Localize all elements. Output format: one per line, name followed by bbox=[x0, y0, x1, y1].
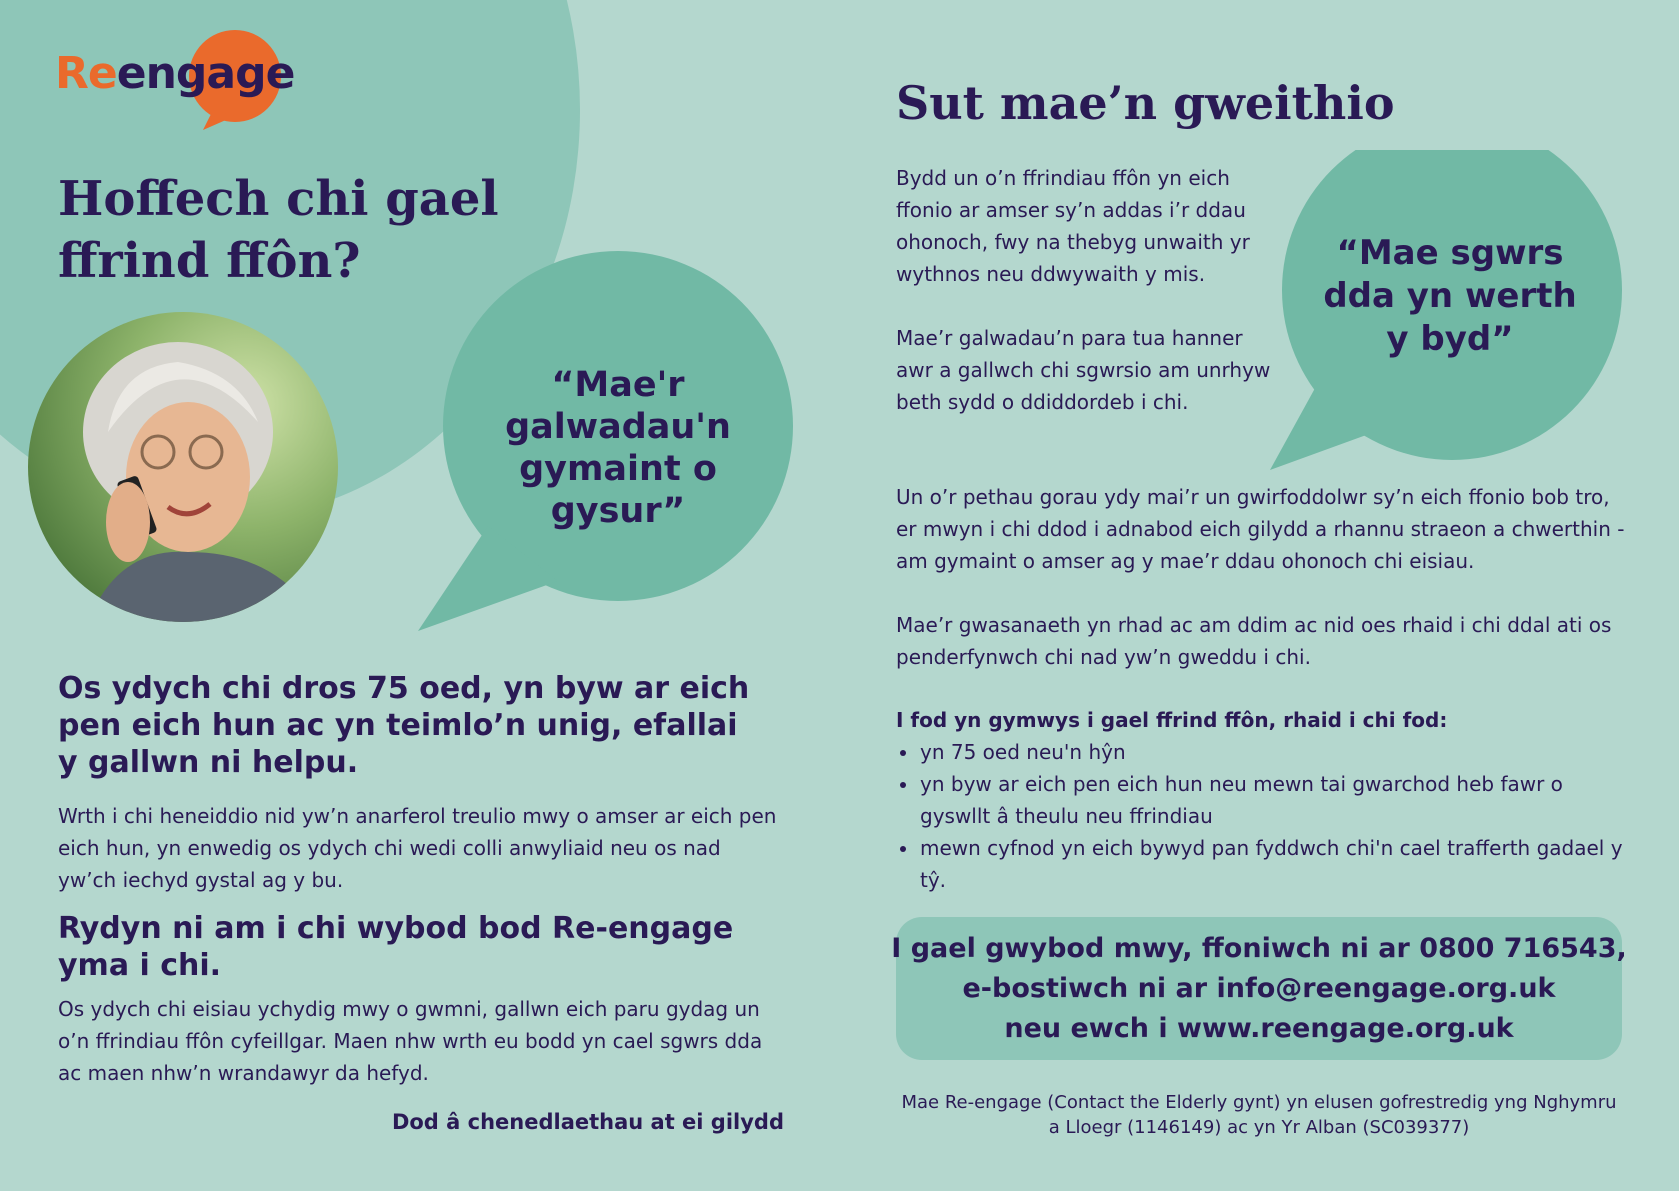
contact-email: e-bostiwch ni ar info@reengage.org.uk bbox=[962, 972, 1556, 1004]
quote-bubble-left bbox=[418, 246, 818, 646]
eligibility-item: yn byw ar eich pen eich hun neu mewn tai gwarchod heb fawr o gyswllt â theulu neu ffrindiau bbox=[896, 768, 1636, 832]
page-title-left: Hoffech chi gael ffrind ffôn? bbox=[58, 171, 499, 289]
eligibility-item: mewn cyfnod yn eich bywyd pan fyddwch chi'n cael trafferth gadael y tŷ. bbox=[896, 832, 1636, 896]
quote-text-left: “Mae'r galwadau'n gymaint o gysur” bbox=[505, 365, 731, 531]
contact-box bbox=[891, 917, 1627, 1060]
lead-heading: Os ydych chi dros 75 oed, yn byw ar eich pen eich hun ac yn teimlo’n unig, efallai y gallwn ni helpu. bbox=[58, 671, 750, 780]
eligibility-item: yn 75 oed neu'n hŷn bbox=[896, 736, 1636, 768]
page-title-right: Sut mae’n gweithio bbox=[896, 76, 1395, 130]
how-it-works-paragraph-2: Mae’r galwadau’n para tua hanner awr a gallwch chi sgwrsio am unrhyw beth sydd o ddiddordeb i chi. bbox=[896, 326, 1271, 414]
logo-wordmark bbox=[55, 48, 294, 99]
how-it-works-paragraph-4: Mae’r gwasanaeth yn rhad ac am ddim ac nid oes rhaid i chi ddal ati os penderfynwch chi nad yw’n gweddu i chi. bbox=[896, 613, 1612, 669]
reengage-logo bbox=[55, 30, 295, 130]
subheading: Rydyn ni am i chi wybod bod Re-engage yma i chi. bbox=[58, 911, 734, 983]
matching-paragraph: Os ydych chi eisiau ychydig mwy o gwmni, gallwn eich paru gydag un o’n ffrindiau ffôn cyfeillgar. Maen nhw wrth eu bodd yn cael sgwrs dda ac maen nhw’n wrandawyr da hefyd. bbox=[58, 997, 763, 1085]
tagline: Dod â chenedlaethau at ei gilydd bbox=[391, 1110, 784, 1134]
how-it-works-paragraph-1: Bydd un o’n ffrindiau ffôn yn eich ffonio ar amser sy’n addas i’r ddau ohonoch, fwy na thebyg unwaith yr wythnos neu ddwywaith y mis. bbox=[896, 166, 1250, 286]
eligibility-list bbox=[896, 736, 1636, 896]
contact-phone: I gael gwybod mwy, ffoniwch ni ar 0800 716543, bbox=[891, 932, 1627, 964]
contact-website: neu ewch i www.reengage.org.uk bbox=[1004, 1012, 1514, 1044]
photo-illustration bbox=[28, 312, 338, 622]
intro-paragraph: Wrth i chi heneiddio nid yw’n anarferol treulio mwy o amser ar eich pen eich hun, yn enwedig os ydych chi wedi colli anwyliaid neu os nad yw’ch iechyd gystal ag y bu. bbox=[58, 804, 777, 892]
eligibility-heading: I fod yn gymwys i gael ffrind ffôn, rhaid i chi fod: bbox=[896, 708, 1448, 732]
woman-on-phone-photo bbox=[28, 312, 338, 622]
logo-engage: engage bbox=[116, 48, 295, 99]
how-it-works-paragraph-3: Un o’r pethau gorau ydy mai’r un gwirfoddolwr sy’n eich ffonio bob tro, er mwyn i chi ddod i adnabod eich gilydd a rhannu straeon a chwerthin - am gymaint o amser ag y mae’r ddau ohonoch chi eisiau. bbox=[896, 485, 1625, 573]
logo-re: Re bbox=[55, 48, 117, 99]
quote-text-right: “Mae sgwrs dda yn werth y byd” bbox=[1323, 233, 1577, 359]
quote-bubble-right bbox=[1270, 150, 1630, 480]
charity-footer: Mae Re-engage (Contact the Elderly gynt) yn elusen gofrestredig yng Nghymru a Lloegr (1146149) ac yn Yr Alban (SC039377) bbox=[901, 1092, 1617, 1138]
